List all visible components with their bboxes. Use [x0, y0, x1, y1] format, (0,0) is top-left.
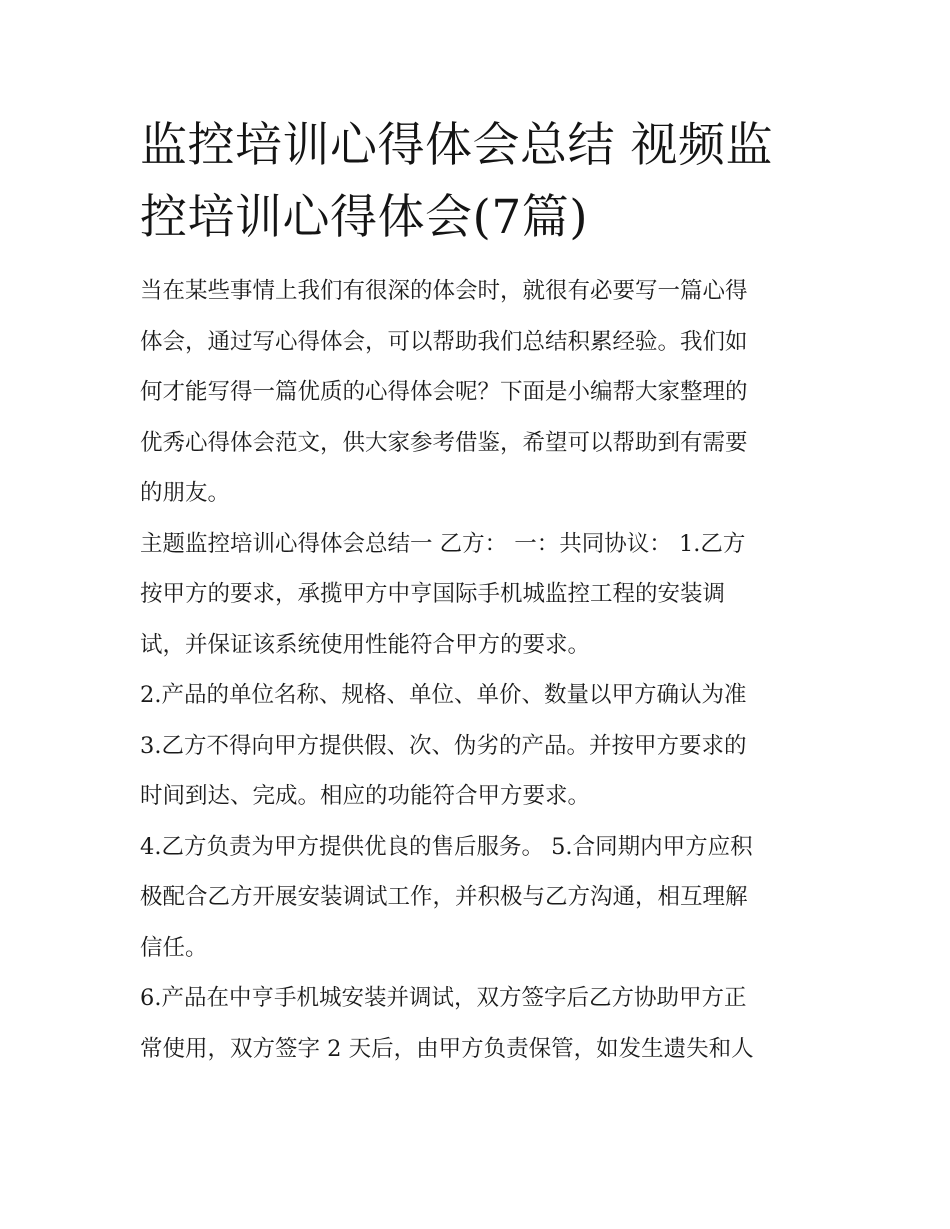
document-title — [140, 110, 815, 254]
text-line: 何才能写得一篇优质的心得体会呢？下面是小编帮大家整理的 — [140, 379, 748, 405]
text-line: 4.乙方负责为甲方提供优良的售后服务。 5.合同期内甲方应积 — [140, 833, 753, 860]
clause-2-paragraph — [140, 670, 815, 721]
text-line: 常使用，双方签字 2 天后，由甲方负责保管，如发生遗失和人 — [140, 1035, 754, 1062]
text-line: 3.乙方不得向甲方提供假、次、伪劣的产品。并按甲方要求的 — [140, 732, 747, 759]
text-line: 时间到达、完成。相应的功能符合甲方要求。 — [140, 783, 591, 809]
text-line: 试，并保证该系统使用性能符合甲方的要求。 — [140, 631, 591, 658]
clause-4-5-paragraph — [140, 822, 815, 974]
text-line: 极配合乙方开展安装调试工作，并积极与乙方沟通，相互理解 — [140, 884, 748, 910]
text-line: 2.产品的单位名称、规格、单位、单价、数量以甲方确认为准 — [140, 682, 747, 708]
title-line: 控培训心得体会(7篇) — [140, 190, 589, 245]
text-line: 6.产品在中亨手机城安装并调试，双方签字后乙方协助甲方正 — [140, 985, 747, 1011]
clause-3-paragraph — [140, 721, 815, 822]
text-line: 信任。 — [140, 934, 208, 961]
clause-6-paragraph — [140, 973, 815, 1074]
text-line: 主题监控培训心得体会总结一 乙方： 一：共同协议： 1.乙方 — [140, 530, 746, 557]
text-line: 优秀心得体会范文，供大家参考借鉴，希望可以帮助到有需要 — [140, 429, 748, 456]
text-line: 按甲方的要求，承揽甲方中亨国际手机城监控工程的安装调 — [140, 581, 726, 607]
intro-paragraph — [140, 266, 815, 519]
text-line: 的朋友。 — [140, 480, 231, 506]
text-line: 当在某些事情上我们有很深的体会时，就很有必要写一篇心得 — [140, 278, 748, 304]
section-one-paragraph — [140, 519, 815, 671]
text-line: 体会，通过写心得体会，可以帮助我们总结积累经验。我们如 — [140, 328, 748, 355]
document-body — [140, 110, 815, 1074]
title-line: 监控培训心得体会总结 视频监 — [140, 118, 773, 173]
